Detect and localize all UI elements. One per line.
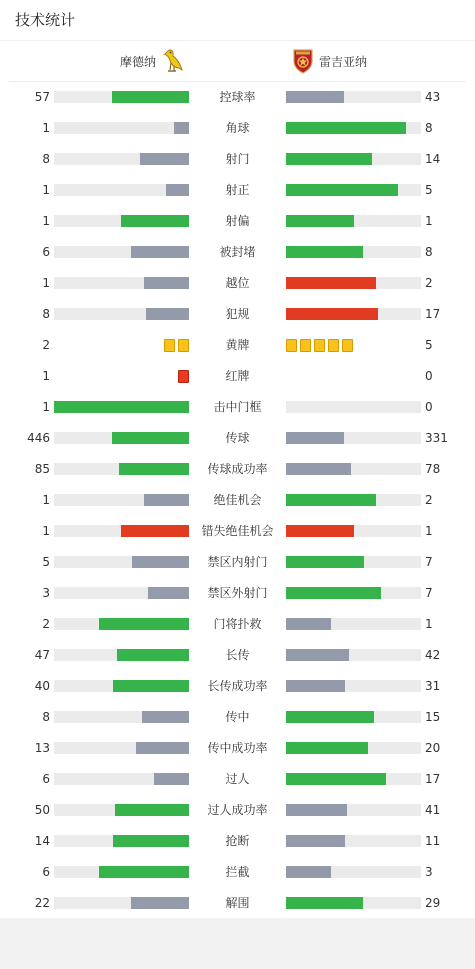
- away-bar-fill: [286, 153, 372, 165]
- home-cards: [164, 339, 189, 352]
- stat-row: [0, 857, 475, 888]
- away-cards: [286, 339, 353, 352]
- home-value: 8: [42, 307, 50, 321]
- away-bar-track: [286, 649, 421, 661]
- away-value: 0: [425, 400, 433, 414]
- home-value: 1: [42, 214, 50, 228]
- reggiana-shield-logo-icon: [291, 48, 315, 74]
- home-value: 1: [42, 369, 50, 383]
- home-value: 50: [34, 803, 50, 817]
- yellow-card-icon: [314, 339, 325, 352]
- home-bar-fill: [148, 587, 189, 599]
- away-value: 43: [425, 90, 441, 104]
- stat-row: [0, 888, 475, 919]
- home-value: 3: [42, 586, 50, 600]
- stat-row: [0, 423, 475, 454]
- stat-label: 越位: [225, 276, 250, 290]
- home-bar-fill: [136, 742, 189, 754]
- red-card-icon: [178, 370, 189, 383]
- home-value: 57: [34, 90, 50, 104]
- away-bar-track: [286, 835, 421, 847]
- away-bar-fill: [286, 308, 378, 320]
- stat-row: [0, 175, 475, 206]
- home-bar-fill: [131, 246, 189, 258]
- away-bar-fill: [286, 897, 363, 909]
- stat-label: 红牌: [225, 369, 250, 383]
- away-bar-fill: [286, 618, 331, 630]
- home-bar-fill: [140, 153, 189, 165]
- away-value: 78: [425, 462, 441, 476]
- home-bar-track: [54, 587, 189, 599]
- home-bar-track: [54, 494, 189, 506]
- away-bar-fill: [286, 432, 344, 444]
- stat-row: [0, 578, 475, 609]
- home-bar-fill: [115, 804, 189, 816]
- away-team[interactable]: [291, 48, 367, 74]
- away-bar-track: [286, 184, 421, 196]
- away-bar-track: [286, 432, 421, 444]
- home-bar-track: [54, 308, 189, 320]
- home-bar-fill: [174, 122, 189, 134]
- home-bar-fill: [112, 432, 189, 444]
- stat-label: 传中成功率: [207, 741, 268, 755]
- stat-label: 长传: [225, 648, 250, 662]
- stat-row: [0, 454, 475, 485]
- away-bar-track: [286, 525, 421, 537]
- stat-label: 抢断: [225, 834, 250, 848]
- stat-label: 传球: [225, 431, 250, 445]
- stat-label: 禁区外射门: [207, 586, 268, 600]
- stat-label: 错失绝佳机会: [201, 524, 274, 538]
- away-value: 20: [425, 741, 441, 755]
- home-bar-track: [54, 897, 189, 909]
- away-bar-track: [286, 122, 421, 134]
- home-value: 14: [34, 834, 50, 848]
- home-value: 2: [42, 338, 50, 352]
- away-value: 42: [425, 648, 441, 662]
- away-bar-fill: [286, 835, 345, 847]
- stat-row: [0, 733, 475, 764]
- home-value: 85: [34, 462, 50, 476]
- away-bar-fill: [286, 680, 345, 692]
- away-bar-fill: [286, 91, 344, 103]
- away-value: 29: [425, 896, 441, 910]
- home-value: 1: [42, 493, 50, 507]
- stat-label: 过人成功率: [207, 803, 268, 817]
- away-bar-track: [286, 711, 421, 723]
- away-bar-track: [286, 804, 421, 816]
- home-value: 6: [42, 772, 50, 786]
- stat-row: [0, 299, 475, 330]
- home-value: 446: [27, 431, 50, 445]
- home-bar-track: [54, 618, 189, 630]
- stat-row: [0, 268, 475, 299]
- away-value: 1: [425, 524, 433, 538]
- away-bar-fill: [286, 463, 351, 475]
- away-bar-track: [286, 246, 421, 258]
- home-bar-track: [54, 711, 189, 723]
- home-value: 13: [34, 741, 50, 755]
- away-bar-track: [286, 215, 421, 227]
- away-bar-fill: [286, 215, 354, 227]
- yellow-card-icon: [300, 339, 311, 352]
- home-bar-track: [54, 556, 189, 568]
- away-value: 14: [425, 152, 441, 166]
- home-value: 1: [42, 400, 50, 414]
- away-bar-track: [286, 618, 421, 630]
- stat-row: [0, 237, 475, 268]
- away-bar-track: [286, 742, 421, 754]
- stat-row: [0, 764, 475, 795]
- yellow-card-icon: [342, 339, 353, 352]
- stat-row: [0, 609, 475, 640]
- section-title: 技术统计: [0, 0, 475, 41]
- home-value: 40: [34, 679, 50, 693]
- home-bar-track: [54, 804, 189, 816]
- home-bar-fill: [121, 215, 189, 227]
- stat-row: [0, 392, 475, 423]
- home-bar-fill: [119, 463, 189, 475]
- stat-row: [0, 485, 475, 516]
- stat-label: 门将扑救: [213, 617, 262, 631]
- yellow-card-icon: [286, 339, 297, 352]
- stat-row: [0, 702, 475, 733]
- stat-row: [0, 144, 475, 175]
- stat-label: 绝佳机会: [213, 493, 262, 507]
- away-value: 17: [425, 772, 441, 786]
- stat-label: 击中门框: [213, 400, 262, 414]
- home-bar-track: [54, 432, 189, 444]
- home-bar-fill: [117, 649, 189, 661]
- home-bar-track: [54, 215, 189, 227]
- stat-row: [0, 671, 475, 702]
- away-value: 0: [425, 369, 433, 383]
- yellow-card-icon: [328, 339, 339, 352]
- stat-label: 被封堵: [219, 245, 256, 259]
- away-value: 15: [425, 710, 441, 724]
- stat-row: [0, 361, 475, 392]
- home-bar-track: [54, 866, 189, 878]
- home-value: 8: [42, 710, 50, 724]
- home-bar-fill: [166, 184, 189, 196]
- teams-header: [9, 41, 466, 82]
- away-bar-track: [286, 153, 421, 165]
- stat-row: [0, 795, 475, 826]
- away-value: 5: [425, 338, 433, 352]
- away-value: 11: [425, 834, 441, 848]
- away-value: 7: [425, 586, 433, 600]
- away-bar-fill: [286, 277, 376, 289]
- home-bar-fill: [54, 401, 189, 413]
- canary-bird-logo-icon: [160, 48, 184, 74]
- home-value: 1: [42, 524, 50, 538]
- away-bar-fill: [286, 649, 349, 661]
- away-bar-track: [286, 277, 421, 289]
- home-value: 1: [42, 276, 50, 290]
- away-bar-fill: [286, 246, 363, 258]
- home-bar-track: [54, 742, 189, 754]
- away-value: 41: [425, 803, 441, 817]
- away-bar-track: [286, 773, 421, 785]
- stat-label: 控球率: [219, 90, 256, 104]
- home-bar-track: [54, 680, 189, 692]
- away-value: 2: [425, 493, 433, 507]
- away-bar-track: [286, 556, 421, 568]
- home-value: 5: [42, 555, 50, 569]
- stats-list: [0, 82, 475, 919]
- home-bar-fill: [121, 525, 189, 537]
- home-bar-track: [54, 153, 189, 165]
- stat-label: 传中: [225, 710, 250, 724]
- stat-row: [0, 113, 475, 144]
- home-bar-track: [54, 401, 189, 413]
- stat-row: [0, 547, 475, 578]
- away-bar-track: [286, 587, 421, 599]
- stat-label: 角球: [225, 121, 250, 135]
- home-value: 1: [42, 121, 50, 135]
- home-bar-track: [54, 91, 189, 103]
- home-bar-track: [54, 773, 189, 785]
- away-value: 1: [425, 617, 433, 631]
- home-bar-fill: [144, 494, 189, 506]
- away-bar-fill: [286, 525, 354, 537]
- away-bar-track: [286, 897, 421, 909]
- home-bar-fill: [144, 277, 189, 289]
- away-bar-fill: [286, 184, 398, 196]
- away-team-name: 雷吉亚纳: [319, 54, 368, 69]
- stat-row: [0, 206, 475, 237]
- away-bar-track: [286, 866, 421, 878]
- stat-label: 传球成功率: [207, 462, 268, 476]
- stat-row: [0, 82, 475, 113]
- home-bar-track: [54, 277, 189, 289]
- home-bar-fill: [154, 773, 189, 785]
- stat-row: [0, 826, 475, 857]
- home-bar-fill: [132, 556, 189, 568]
- away-value: 17: [425, 307, 441, 321]
- away-bar-track: [286, 494, 421, 506]
- stat-label: 犯规: [225, 307, 250, 321]
- home-value: 47: [34, 648, 50, 662]
- home-value: 8: [42, 152, 50, 166]
- away-bar-fill: [286, 711, 374, 723]
- away-bar-fill: [286, 587, 381, 599]
- home-team-name: 摩德纳: [119, 54, 156, 69]
- home-bar-fill: [113, 680, 189, 692]
- stat-label: 射门: [225, 152, 250, 166]
- home-bar-fill: [99, 618, 189, 630]
- yellow-card-icon: [164, 339, 175, 352]
- away-value: 3: [425, 865, 433, 879]
- away-bar-fill: [286, 773, 386, 785]
- home-value: 22: [34, 896, 50, 910]
- away-bar-fill: [286, 122, 406, 134]
- away-value: 2: [425, 276, 433, 290]
- home-bar-track: [54, 835, 189, 847]
- home-value: 1: [42, 183, 50, 197]
- yellow-card-icon: [178, 339, 189, 352]
- away-value: 31: [425, 679, 441, 693]
- home-bar-fill: [112, 91, 189, 103]
- home-bar-fill: [131, 897, 189, 909]
- home-bar-fill: [146, 308, 189, 320]
- stat-label: 禁区内射门: [207, 555, 268, 569]
- away-bar-track: [286, 680, 421, 692]
- stat-label: 长传成功率: [207, 679, 268, 693]
- home-team[interactable]: [120, 48, 184, 74]
- stat-label: 射偏: [225, 214, 250, 228]
- away-value: 8: [425, 245, 433, 259]
- home-bar-track: [54, 122, 189, 134]
- away-value: 5: [425, 183, 433, 197]
- home-value: 6: [42, 245, 50, 259]
- away-bar-track: [286, 91, 421, 103]
- stat-row: [0, 640, 475, 671]
- home-value: 2: [42, 617, 50, 631]
- away-value: 331: [425, 431, 448, 445]
- home-cards: [178, 370, 189, 383]
- away-bar-track: [286, 308, 421, 320]
- home-bar-fill: [142, 711, 189, 723]
- stat-row: [0, 516, 475, 547]
- home-bar-track: [54, 184, 189, 196]
- away-bar-fill: [286, 804, 347, 816]
- home-bar-track: [54, 649, 189, 661]
- home-bar-track: [54, 246, 189, 258]
- stat-row: [0, 330, 475, 361]
- away-bar-fill: [286, 556, 364, 568]
- stat-label: 拦截: [225, 865, 250, 879]
- home-bar-track: [54, 463, 189, 475]
- stat-label: 黄牌: [225, 338, 250, 352]
- away-bar-fill: [286, 866, 331, 878]
- home-bar-fill: [113, 835, 189, 847]
- away-bar-fill: [286, 742, 368, 754]
- home-bar-track: [54, 525, 189, 537]
- stat-label: 射正: [225, 183, 250, 197]
- away-bar-track: [286, 463, 421, 475]
- away-value: 1: [425, 214, 433, 228]
- stat-label: 解围: [225, 896, 250, 910]
- stat-label: 过人: [225, 772, 250, 786]
- home-bar-fill: [99, 866, 189, 878]
- away-value: 7: [425, 555, 433, 569]
- home-value: 6: [42, 865, 50, 879]
- away-value: 8: [425, 121, 433, 135]
- away-bar-track: [286, 401, 421, 413]
- away-bar-fill: [286, 494, 376, 506]
